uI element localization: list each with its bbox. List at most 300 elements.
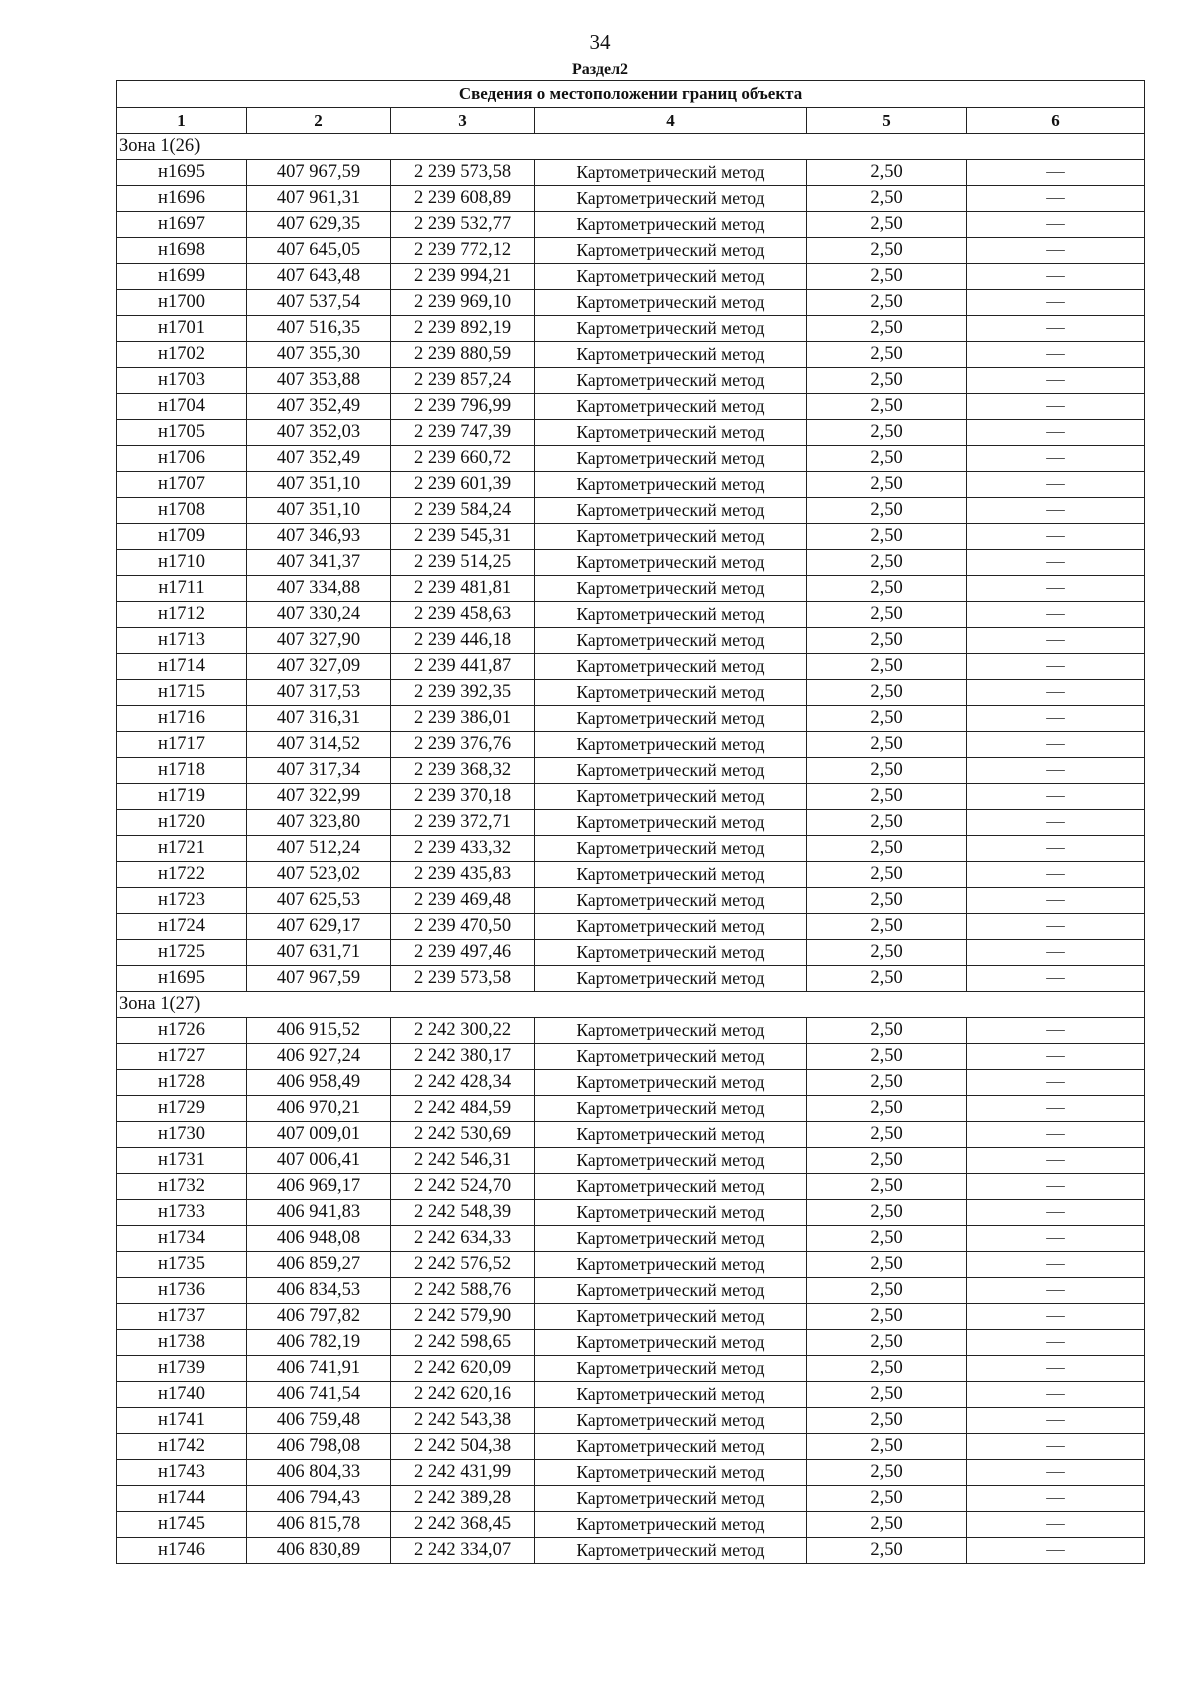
method-cell: Картометрический метод xyxy=(535,498,807,524)
x-coordinate-cell: 407 961,31 xyxy=(247,186,391,212)
method-cell: Картометрический метод xyxy=(535,1538,807,1564)
description-cell: — xyxy=(967,550,1145,576)
point-id-cell: н1733 xyxy=(117,1200,247,1226)
point-id-cell: н1742 xyxy=(117,1434,247,1460)
accuracy-cell: 2,50 xyxy=(807,966,967,992)
description-cell: — xyxy=(967,940,1145,966)
point-id-cell: н1746 xyxy=(117,1538,247,1564)
description-cell: — xyxy=(967,160,1145,186)
point-id-cell: н1736 xyxy=(117,1278,247,1304)
method-cell: Картометрический метод xyxy=(535,1486,807,1512)
x-coordinate-cell: 407 317,34 xyxy=(247,758,391,784)
point-id-cell: н1719 xyxy=(117,784,247,810)
accuracy-cell: 2,50 xyxy=(807,1434,967,1460)
method-cell: Картометрический метод xyxy=(535,602,807,628)
description-cell: — xyxy=(967,1382,1145,1408)
x-coordinate-cell: 406 798,08 xyxy=(247,1434,391,1460)
x-coordinate-cell: 406 741,54 xyxy=(247,1382,391,1408)
method-cell: Картометрический метод xyxy=(535,290,807,316)
point-id-cell: н1725 xyxy=(117,940,247,966)
accuracy-cell: 2,50 xyxy=(807,1408,967,1434)
table-row xyxy=(117,1122,1145,1148)
method-cell: Картометрический метод xyxy=(535,316,807,342)
x-coordinate-cell: 406 815,78 xyxy=(247,1512,391,1538)
y-coordinate-cell: 2 242 431,99 xyxy=(391,1460,535,1486)
x-coordinate-cell: 406 830,89 xyxy=(247,1538,391,1564)
table-row xyxy=(117,758,1145,784)
x-coordinate-cell: 407 353,88 xyxy=(247,368,391,394)
x-coordinate-cell: 407 537,54 xyxy=(247,290,391,316)
method-cell: Картометрический метод xyxy=(535,706,807,732)
column-number: 4 xyxy=(535,108,807,134)
y-coordinate-cell: 2 239 608,89 xyxy=(391,186,535,212)
x-coordinate-cell: 407 352,03 xyxy=(247,420,391,446)
description-cell: — xyxy=(967,1330,1145,1356)
point-id-cell: н1734 xyxy=(117,1226,247,1252)
table-row xyxy=(117,862,1145,888)
point-id-cell: н1738 xyxy=(117,1330,247,1356)
method-cell: Картометрический метод xyxy=(535,446,807,472)
point-id-cell: н1709 xyxy=(117,524,247,550)
method-cell: Картометрический метод xyxy=(535,654,807,680)
accuracy-cell: 2,50 xyxy=(807,706,967,732)
point-id-cell: н1713 xyxy=(117,628,247,654)
point-id-cell: н1703 xyxy=(117,368,247,394)
table-row xyxy=(117,1148,1145,1174)
method-cell: Картометрический метод xyxy=(535,940,807,966)
table-row xyxy=(117,1278,1145,1304)
accuracy-cell: 2,50 xyxy=(807,212,967,238)
accuracy-cell: 2,50 xyxy=(807,1044,967,1070)
accuracy-cell: 2,50 xyxy=(807,1512,967,1538)
y-coordinate-cell: 2 239 573,58 xyxy=(391,966,535,992)
y-coordinate-cell: 2 242 334,07 xyxy=(391,1538,535,1564)
point-id-cell: н1724 xyxy=(117,914,247,940)
description-cell: — xyxy=(967,1408,1145,1434)
table-row xyxy=(117,1486,1145,1512)
y-coordinate-cell: 2 239 435,83 xyxy=(391,862,535,888)
zone-row xyxy=(117,992,1145,1018)
point-id-cell: н1735 xyxy=(117,1252,247,1278)
table-row xyxy=(117,602,1145,628)
y-coordinate-cell: 2 239 601,39 xyxy=(391,472,535,498)
x-coordinate-cell: 406 941,83 xyxy=(247,1200,391,1226)
method-cell: Картометрический метод xyxy=(535,420,807,446)
x-coordinate-cell: 407 322,99 xyxy=(247,784,391,810)
x-coordinate-cell: 406 804,33 xyxy=(247,1460,391,1486)
y-coordinate-cell: 2 242 389,28 xyxy=(391,1486,535,1512)
accuracy-cell: 2,50 xyxy=(807,628,967,654)
point-id-cell: н1729 xyxy=(117,1096,247,1122)
point-id-cell: н1741 xyxy=(117,1408,247,1434)
y-coordinate-cell: 2 239 497,46 xyxy=(391,940,535,966)
point-id-cell: н1697 xyxy=(117,212,247,238)
point-id-cell: н1726 xyxy=(117,1018,247,1044)
description-cell: — xyxy=(967,1278,1145,1304)
description-cell: — xyxy=(967,914,1145,940)
method-cell: Картометрический метод xyxy=(535,1382,807,1408)
x-coordinate-cell: 407 512,24 xyxy=(247,836,391,862)
accuracy-cell: 2,50 xyxy=(807,654,967,680)
accuracy-cell: 2,50 xyxy=(807,186,967,212)
table-row xyxy=(117,914,1145,940)
x-coordinate-cell: 406 970,21 xyxy=(247,1096,391,1122)
zone-label: Зона 1(27) xyxy=(117,992,1145,1018)
point-id-cell: н1711 xyxy=(117,576,247,602)
x-coordinate-cell: 406 759,48 xyxy=(247,1408,391,1434)
point-id-cell: н1695 xyxy=(117,160,247,186)
accuracy-cell: 2,50 xyxy=(807,290,967,316)
method-cell: Картометрический метод xyxy=(535,1070,807,1096)
point-id-cell: н1707 xyxy=(117,472,247,498)
point-id-cell: н1717 xyxy=(117,732,247,758)
accuracy-cell: 2,50 xyxy=(807,1122,967,1148)
method-cell: Картометрический метод xyxy=(535,914,807,940)
description-cell: — xyxy=(967,394,1145,420)
description-cell: — xyxy=(967,1538,1145,1564)
zone-row xyxy=(117,134,1145,160)
x-coordinate-cell: 406 794,43 xyxy=(247,1486,391,1512)
accuracy-cell: 2,50 xyxy=(807,368,967,394)
description-cell: — xyxy=(967,498,1145,524)
table-row xyxy=(117,680,1145,706)
y-coordinate-cell: 2 239 892,19 xyxy=(391,316,535,342)
description-cell: — xyxy=(967,836,1145,862)
table-row xyxy=(117,550,1145,576)
accuracy-cell: 2,50 xyxy=(807,1460,967,1486)
point-id-cell: н1704 xyxy=(117,394,247,420)
method-cell: Картометрический метод xyxy=(535,212,807,238)
y-coordinate-cell: 2 239 969,10 xyxy=(391,290,535,316)
table-row xyxy=(117,1252,1145,1278)
description-cell: — xyxy=(967,1044,1145,1070)
x-coordinate-cell: 407 523,02 xyxy=(247,862,391,888)
table-row xyxy=(117,1096,1145,1122)
accuracy-cell: 2,50 xyxy=(807,1252,967,1278)
point-id-cell: н1722 xyxy=(117,862,247,888)
description-cell: — xyxy=(967,1200,1145,1226)
description-cell: — xyxy=(967,732,1145,758)
accuracy-cell: 2,50 xyxy=(807,836,967,862)
description-cell: — xyxy=(967,1070,1145,1096)
method-cell: Картометрический метод xyxy=(535,238,807,264)
point-id-cell: н1712 xyxy=(117,602,247,628)
y-coordinate-cell: 2 239 433,32 xyxy=(391,836,535,862)
description-cell: — xyxy=(967,264,1145,290)
accuracy-cell: 2,50 xyxy=(807,784,967,810)
y-coordinate-cell: 2 242 524,70 xyxy=(391,1174,535,1200)
point-id-cell: н1740 xyxy=(117,1382,247,1408)
description-cell: — xyxy=(967,1486,1145,1512)
x-coordinate-cell: 406 782,19 xyxy=(247,1330,391,1356)
y-coordinate-cell: 2 239 573,58 xyxy=(391,160,535,186)
accuracy-cell: 2,50 xyxy=(807,524,967,550)
accuracy-cell: 2,50 xyxy=(807,420,967,446)
x-coordinate-cell: 407 967,59 xyxy=(247,966,391,992)
column-number: 5 xyxy=(807,108,967,134)
x-coordinate-cell: 407 351,10 xyxy=(247,472,391,498)
table-row xyxy=(117,654,1145,680)
y-coordinate-cell: 2 242 620,09 xyxy=(391,1356,535,1382)
accuracy-cell: 2,50 xyxy=(807,1148,967,1174)
accuracy-cell: 2,50 xyxy=(807,264,967,290)
method-cell: Картометрический метод xyxy=(535,836,807,862)
column-number: 3 xyxy=(391,108,535,134)
accuracy-cell: 2,50 xyxy=(807,602,967,628)
description-cell: — xyxy=(967,628,1145,654)
description-cell: — xyxy=(967,784,1145,810)
y-coordinate-cell: 2 242 579,90 xyxy=(391,1304,535,1330)
x-coordinate-cell: 406 969,17 xyxy=(247,1174,391,1200)
x-coordinate-cell: 406 741,91 xyxy=(247,1356,391,1382)
y-coordinate-cell: 2 239 370,18 xyxy=(391,784,535,810)
method-cell: Картометрический метод xyxy=(535,1356,807,1382)
y-coordinate-cell: 2 239 545,31 xyxy=(391,524,535,550)
point-id-cell: н1732 xyxy=(117,1174,247,1200)
point-id-cell: н1743 xyxy=(117,1460,247,1486)
point-id-cell: н1723 xyxy=(117,888,247,914)
description-cell: — xyxy=(967,238,1145,264)
description-cell: — xyxy=(967,472,1145,498)
description-cell: — xyxy=(967,1252,1145,1278)
description-cell: — xyxy=(967,1018,1145,1044)
table-row xyxy=(117,472,1145,498)
x-coordinate-cell: 407 330,24 xyxy=(247,602,391,628)
description-cell: — xyxy=(967,888,1145,914)
x-coordinate-cell: 407 516,35 xyxy=(247,316,391,342)
table-row xyxy=(117,368,1145,394)
method-cell: Картометрический метод xyxy=(535,966,807,992)
method-cell: Картометрический метод xyxy=(535,576,807,602)
description-cell: — xyxy=(967,1122,1145,1148)
method-cell: Картометрический метод xyxy=(535,394,807,420)
table-row xyxy=(117,836,1145,862)
y-coordinate-cell: 2 239 584,24 xyxy=(391,498,535,524)
x-coordinate-cell: 407 352,49 xyxy=(247,446,391,472)
table-row xyxy=(117,1330,1145,1356)
accuracy-cell: 2,50 xyxy=(807,1226,967,1252)
table-row xyxy=(117,706,1145,732)
point-id-cell: н1699 xyxy=(117,264,247,290)
accuracy-cell: 2,50 xyxy=(807,550,967,576)
point-id-cell: н1701 xyxy=(117,316,247,342)
table-row xyxy=(117,1356,1145,1382)
table-row xyxy=(117,342,1145,368)
y-coordinate-cell: 2 239 386,01 xyxy=(391,706,535,732)
x-coordinate-cell: 407 629,17 xyxy=(247,914,391,940)
table-row xyxy=(117,1434,1145,1460)
x-coordinate-cell: 406 948,08 xyxy=(247,1226,391,1252)
y-coordinate-cell: 2 239 470,50 xyxy=(391,914,535,940)
method-cell: Картометрический метод xyxy=(535,1278,807,1304)
column-number: 6 xyxy=(967,108,1145,134)
accuracy-cell: 2,50 xyxy=(807,472,967,498)
method-cell: Картометрический метод xyxy=(535,1096,807,1122)
table-row xyxy=(117,784,1145,810)
accuracy-cell: 2,50 xyxy=(807,1304,967,1330)
table-row xyxy=(117,160,1145,186)
accuracy-cell: 2,50 xyxy=(807,498,967,524)
method-cell: Картометрический метод xyxy=(535,186,807,212)
description-cell: — xyxy=(967,342,1145,368)
table-row xyxy=(117,290,1145,316)
point-id-cell: н1727 xyxy=(117,1044,247,1070)
accuracy-cell: 2,50 xyxy=(807,342,967,368)
description-cell: — xyxy=(967,706,1145,732)
y-coordinate-cell: 2 239 660,72 xyxy=(391,446,535,472)
x-coordinate-cell: 407 009,01 xyxy=(247,1122,391,1148)
accuracy-cell: 2,50 xyxy=(807,1174,967,1200)
y-coordinate-cell: 2 239 392,35 xyxy=(391,680,535,706)
x-coordinate-cell: 407 334,88 xyxy=(247,576,391,602)
x-coordinate-cell: 406 958,49 xyxy=(247,1070,391,1096)
x-coordinate-cell: 407 346,93 xyxy=(247,524,391,550)
y-coordinate-cell: 2 242 548,39 xyxy=(391,1200,535,1226)
description-cell: — xyxy=(967,1434,1145,1460)
column-number: 2 xyxy=(247,108,391,134)
x-coordinate-cell: 407 316,31 xyxy=(247,706,391,732)
table-row xyxy=(117,1304,1145,1330)
accuracy-cell: 2,50 xyxy=(807,1330,967,1356)
boundary-coordinates-table xyxy=(116,80,1145,1564)
point-id-cell: н1728 xyxy=(117,1070,247,1096)
accuracy-cell: 2,50 xyxy=(807,940,967,966)
accuracy-cell: 2,50 xyxy=(807,1018,967,1044)
description-cell: — xyxy=(967,212,1145,238)
method-cell: Картометрический метод xyxy=(535,1434,807,1460)
table-row xyxy=(117,238,1145,264)
point-id-cell: н1715 xyxy=(117,680,247,706)
description-cell: — xyxy=(967,966,1145,992)
method-cell: Картометрический метод xyxy=(535,524,807,550)
table-row xyxy=(117,576,1145,602)
point-id-cell: н1710 xyxy=(117,550,247,576)
description-cell: — xyxy=(967,1226,1145,1252)
method-cell: Картометрический метод xyxy=(535,1174,807,1200)
x-coordinate-cell: 407 355,30 xyxy=(247,342,391,368)
point-id-cell: н1708 xyxy=(117,498,247,524)
y-coordinate-cell: 2 239 441,87 xyxy=(391,654,535,680)
method-cell: Картометрический метод xyxy=(535,1122,807,1148)
table-body xyxy=(117,134,1145,1564)
table-row xyxy=(117,966,1145,992)
description-cell: — xyxy=(967,368,1145,394)
accuracy-cell: 2,50 xyxy=(807,680,967,706)
method-cell: Картометрический метод xyxy=(535,628,807,654)
description-cell: — xyxy=(967,602,1145,628)
method-cell: Картометрический метод xyxy=(535,1408,807,1434)
accuracy-cell: 2,50 xyxy=(807,1278,967,1304)
point-id-cell: н1702 xyxy=(117,342,247,368)
accuracy-cell: 2,50 xyxy=(807,1070,967,1096)
table-row xyxy=(117,1174,1145,1200)
table-row xyxy=(117,628,1145,654)
table-row xyxy=(117,1200,1145,1226)
y-coordinate-cell: 2 242 634,33 xyxy=(391,1226,535,1252)
x-coordinate-cell: 407 967,59 xyxy=(247,160,391,186)
x-coordinate-cell: 407 629,35 xyxy=(247,212,391,238)
y-coordinate-cell: 2 239 994,21 xyxy=(391,264,535,290)
table-row xyxy=(117,420,1145,446)
x-coordinate-cell: 407 327,90 xyxy=(247,628,391,654)
y-coordinate-cell: 2 242 576,52 xyxy=(391,1252,535,1278)
x-coordinate-cell: 407 643,48 xyxy=(247,264,391,290)
table-row xyxy=(117,1512,1145,1538)
y-coordinate-cell: 2 242 530,69 xyxy=(391,1122,535,1148)
method-cell: Картометрический метод xyxy=(535,1512,807,1538)
y-coordinate-cell: 2 239 376,76 xyxy=(391,732,535,758)
description-cell: — xyxy=(967,1512,1145,1538)
description-cell: — xyxy=(967,1174,1145,1200)
table-row xyxy=(117,394,1145,420)
accuracy-cell: 2,50 xyxy=(807,1538,967,1564)
method-cell: Картометрический метод xyxy=(535,342,807,368)
method-cell: Картометрический метод xyxy=(535,1200,807,1226)
table-row xyxy=(117,1070,1145,1096)
x-coordinate-cell: 406 927,24 xyxy=(247,1044,391,1070)
table-row xyxy=(117,1408,1145,1434)
description-cell: — xyxy=(967,316,1145,342)
y-coordinate-cell: 2 239 368,32 xyxy=(391,758,535,784)
table-row xyxy=(117,1044,1145,1070)
accuracy-cell: 2,50 xyxy=(807,238,967,264)
x-coordinate-cell: 406 859,27 xyxy=(247,1252,391,1278)
method-cell: Картометрический метод xyxy=(535,550,807,576)
table-row xyxy=(117,732,1145,758)
y-coordinate-cell: 2 239 772,12 xyxy=(391,238,535,264)
x-coordinate-cell: 407 006,41 xyxy=(247,1148,391,1174)
accuracy-cell: 2,50 xyxy=(807,160,967,186)
x-coordinate-cell: 407 314,52 xyxy=(247,732,391,758)
point-id-cell: н1730 xyxy=(117,1122,247,1148)
table-row xyxy=(117,810,1145,836)
accuracy-cell: 2,50 xyxy=(807,1382,967,1408)
x-coordinate-cell: 407 351,10 xyxy=(247,498,391,524)
accuracy-cell: 2,50 xyxy=(807,862,967,888)
accuracy-cell: 2,50 xyxy=(807,732,967,758)
y-coordinate-cell: 2 242 504,38 xyxy=(391,1434,535,1460)
y-coordinate-cell: 2 239 372,71 xyxy=(391,810,535,836)
table-row xyxy=(117,316,1145,342)
accuracy-cell: 2,50 xyxy=(807,576,967,602)
accuracy-cell: 2,50 xyxy=(807,1356,967,1382)
point-id-cell: н1695 xyxy=(117,966,247,992)
y-coordinate-cell: 2 239 481,81 xyxy=(391,576,535,602)
y-coordinate-cell: 2 239 446,18 xyxy=(391,628,535,654)
y-coordinate-cell: 2 242 428,34 xyxy=(391,1070,535,1096)
method-cell: Картометрический метод xyxy=(535,810,807,836)
zone-label: Зона 1(26) xyxy=(117,134,1145,160)
y-coordinate-cell: 2 242 380,17 xyxy=(391,1044,535,1070)
accuracy-cell: 2,50 xyxy=(807,446,967,472)
description-cell: — xyxy=(967,1356,1145,1382)
method-cell: Картометрический метод xyxy=(535,758,807,784)
point-id-cell: н1720 xyxy=(117,810,247,836)
x-coordinate-cell: 407 631,71 xyxy=(247,940,391,966)
y-coordinate-cell: 2 242 543,38 xyxy=(391,1408,535,1434)
x-coordinate-cell: 407 625,53 xyxy=(247,888,391,914)
description-cell: — xyxy=(967,680,1145,706)
x-coordinate-cell: 407 352,49 xyxy=(247,394,391,420)
description-cell: — xyxy=(967,524,1145,550)
table-row xyxy=(117,446,1145,472)
table-row xyxy=(117,264,1145,290)
accuracy-cell: 2,50 xyxy=(807,1486,967,1512)
method-cell: Картометрический метод xyxy=(535,1330,807,1356)
table-row xyxy=(117,186,1145,212)
point-id-cell: н1700 xyxy=(117,290,247,316)
accuracy-cell: 2,50 xyxy=(807,1096,967,1122)
